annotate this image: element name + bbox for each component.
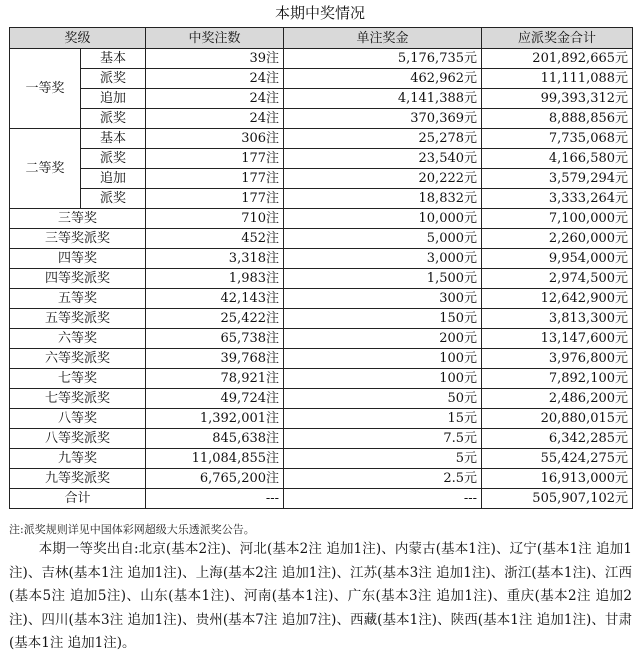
total-cell: 7,735,068元 [482, 129, 633, 149]
count-cell: 39注 [146, 49, 284, 69]
group-level-cell: 二等奖 [10, 129, 81, 209]
winner-locations-paragraph: 本期一等奖出自:北京(基本2注)、河北(基本2注 追加1注)、内蒙古(基本1注)、辽宁(基本1注 追加1注)、吉林(基本1注 追加1注)、上海(基本2注 追加1注)、江苏(基本3注 追加1注)、浙江(基本1注)、江西(基本5注 追加5注)、山东(基本1注)、河南(基本1注)、广东(基本3注 追加1注)、重庆(基本2注 追加2注)、四川(基本3注 追加1注)、贵州(基本7注 追加7注)、西藏(基本1注)、陕西(基本1注 追加1注)、甘肃(基本1注 追加1注)。 [9, 541, 632, 651]
count-cell: 3,318注 [146, 249, 284, 269]
prize-cell: 370,369元 [284, 109, 482, 129]
table-row [10, 189, 633, 209]
level-cell: 九等奖派奖 [10, 469, 146, 489]
total-cell: 3,333,264元 [482, 189, 633, 209]
table-row [10, 389, 633, 409]
level-cell: 六等奖派奖 [10, 349, 146, 369]
level-cell: 三等奖派奖 [10, 229, 146, 249]
total-cell: 3,976,800元 [482, 349, 633, 369]
prize-cell: 150元 [284, 309, 482, 329]
table-row [10, 249, 633, 269]
level-cell: 七等奖 [10, 369, 146, 389]
sub-level-cell: 派奖 [81, 149, 146, 169]
count-cell: 177注 [146, 149, 284, 169]
header-count: 中奖注数 [146, 28, 284, 49]
total-cell: 4,166,580元 [482, 149, 633, 169]
total-cell: 99,393,312元 [482, 89, 633, 109]
level-cell: 五等奖派奖 [10, 309, 146, 329]
prize-cell: 50元 [284, 389, 482, 409]
level-cell: 九等奖 [10, 449, 146, 469]
table-header-row [10, 28, 633, 49]
count-cell: 25,422注 [146, 309, 284, 329]
table-row [10, 109, 633, 129]
prize-cell: 300元 [284, 289, 482, 309]
prize-cell: 5元 [284, 449, 482, 469]
count-cell: 49,724注 [146, 389, 284, 409]
prize-table [9, 27, 633, 509]
sub-level-cell: 派奖 [81, 109, 146, 129]
total-label-cell: 合计 [10, 489, 146, 509]
count-cell: 39,768注 [146, 349, 284, 369]
prize-cell: 15元 [284, 409, 482, 429]
total-cell: 3,579,294元 [482, 169, 633, 189]
total-cell: 55,424,275元 [482, 449, 633, 469]
total-row [10, 489, 633, 509]
count-cell: 24注 [146, 89, 284, 109]
count-cell: 1,983注 [146, 269, 284, 289]
total-cell: 3,813,300元 [482, 309, 633, 329]
count-cell: 306注 [146, 129, 284, 149]
table-row [10, 269, 633, 289]
count-cell: 177注 [146, 189, 284, 209]
count-cell: 177注 [146, 169, 284, 189]
sub-level-cell: 追加 [81, 169, 146, 189]
prize-cell: 100元 [284, 369, 482, 389]
level-cell: 八等奖派奖 [10, 429, 146, 449]
prize-cell: 5,000元 [284, 229, 482, 249]
table-row [10, 369, 633, 389]
total-cell: 6,342,285元 [482, 429, 633, 449]
count-cell: 845,638注 [146, 429, 284, 449]
total-cell: 20,880,015元 [482, 409, 633, 429]
total-cell: 2,486,200元 [482, 389, 633, 409]
total-cell: 2,974,500元 [482, 269, 633, 289]
count-cell: 710注 [146, 209, 284, 229]
total-cell: 8,888,856元 [482, 109, 633, 129]
table-row [10, 229, 633, 249]
page-title: 本期中奖情况 [274, 4, 365, 22]
level-cell: 七等奖派奖 [10, 389, 146, 409]
prize-cell: 10,000元 [284, 209, 482, 229]
total-cell: 11,111,088元 [482, 69, 633, 89]
total-cell: 2,260,000元 [482, 229, 633, 249]
count-cell: 6,765,200注 [146, 469, 284, 489]
table-row [10, 209, 633, 229]
sub-level-cell: 派奖 [81, 189, 146, 209]
total-cell: 16,913,000元 [482, 469, 633, 489]
prize-cell: 462,962元 [284, 69, 482, 89]
sub-level-cell: 基本 [81, 129, 146, 149]
table-row [10, 169, 633, 189]
count-cell: 11,084,855注 [146, 449, 284, 469]
table-row [10, 289, 633, 309]
total-cell: 9,954,000元 [482, 249, 633, 269]
prize-cell: 2.5元 [284, 469, 482, 489]
level-cell: 六等奖 [10, 329, 146, 349]
table-row [10, 49, 633, 69]
sub-level-cell: 派奖 [81, 69, 146, 89]
prize-cell: 23,540元 [284, 149, 482, 169]
prize-cell: 3,000元 [284, 249, 482, 269]
level-cell: 四等奖派奖 [10, 269, 146, 289]
prize-cell: 25,278元 [284, 129, 482, 149]
prize-cell: 7.5元 [284, 429, 482, 449]
table-row [10, 149, 633, 169]
level-cell: 三等奖 [10, 209, 146, 229]
sub-level-cell: 追加 [81, 89, 146, 109]
total-cell: 505,907,102元 [482, 489, 633, 509]
header-prize: 单注奖金 [284, 28, 482, 49]
prize-cell: --- [284, 489, 482, 509]
total-cell: 201,892,665元 [482, 49, 633, 69]
count-cell: 65,738注 [146, 329, 284, 349]
prize-cell: 200元 [284, 329, 482, 349]
total-cell: 7,100,000元 [482, 209, 633, 229]
table-row [10, 69, 633, 89]
table-row [10, 349, 633, 369]
prize-cell: 5,176,735元 [284, 49, 482, 69]
table-row [10, 429, 633, 449]
prize-cell: 20,222元 [284, 169, 482, 189]
table-row [10, 409, 633, 429]
total-cell: 7,892,100元 [482, 369, 633, 389]
count-cell: 24注 [146, 109, 284, 129]
count-cell: 78,921注 [146, 369, 284, 389]
count-cell: 42,143注 [146, 289, 284, 309]
count-cell: 1,392,001注 [146, 409, 284, 429]
level-cell: 五等奖 [10, 289, 146, 309]
prize-cell: 4,141,388元 [284, 89, 482, 109]
table-row [10, 89, 633, 109]
table-row [10, 309, 633, 329]
count-cell: --- [146, 489, 284, 509]
footnote: 注:派奖规则详见中国体彩网超级大乐透派奖公告。 [9, 523, 255, 536]
table-row [10, 449, 633, 469]
table-row [10, 469, 633, 489]
table-row [10, 129, 633, 149]
total-cell: 13,147,600元 [482, 329, 633, 349]
header-total: 应派奖金合计 [482, 28, 633, 49]
prize-cell: 100元 [284, 349, 482, 369]
count-cell: 452注 [146, 229, 284, 249]
count-cell: 24注 [146, 69, 284, 89]
prize-cell: 18,832元 [284, 189, 482, 209]
total-cell: 12,642,900元 [482, 289, 633, 309]
table-row [10, 329, 633, 349]
group-level-cell: 一等奖 [10, 49, 81, 129]
header-level: 奖级 [10, 28, 146, 49]
sub-level-cell: 基本 [81, 49, 146, 69]
level-cell: 四等奖 [10, 249, 146, 269]
prize-cell: 1,500元 [284, 269, 482, 289]
level-cell: 八等奖 [10, 409, 146, 429]
